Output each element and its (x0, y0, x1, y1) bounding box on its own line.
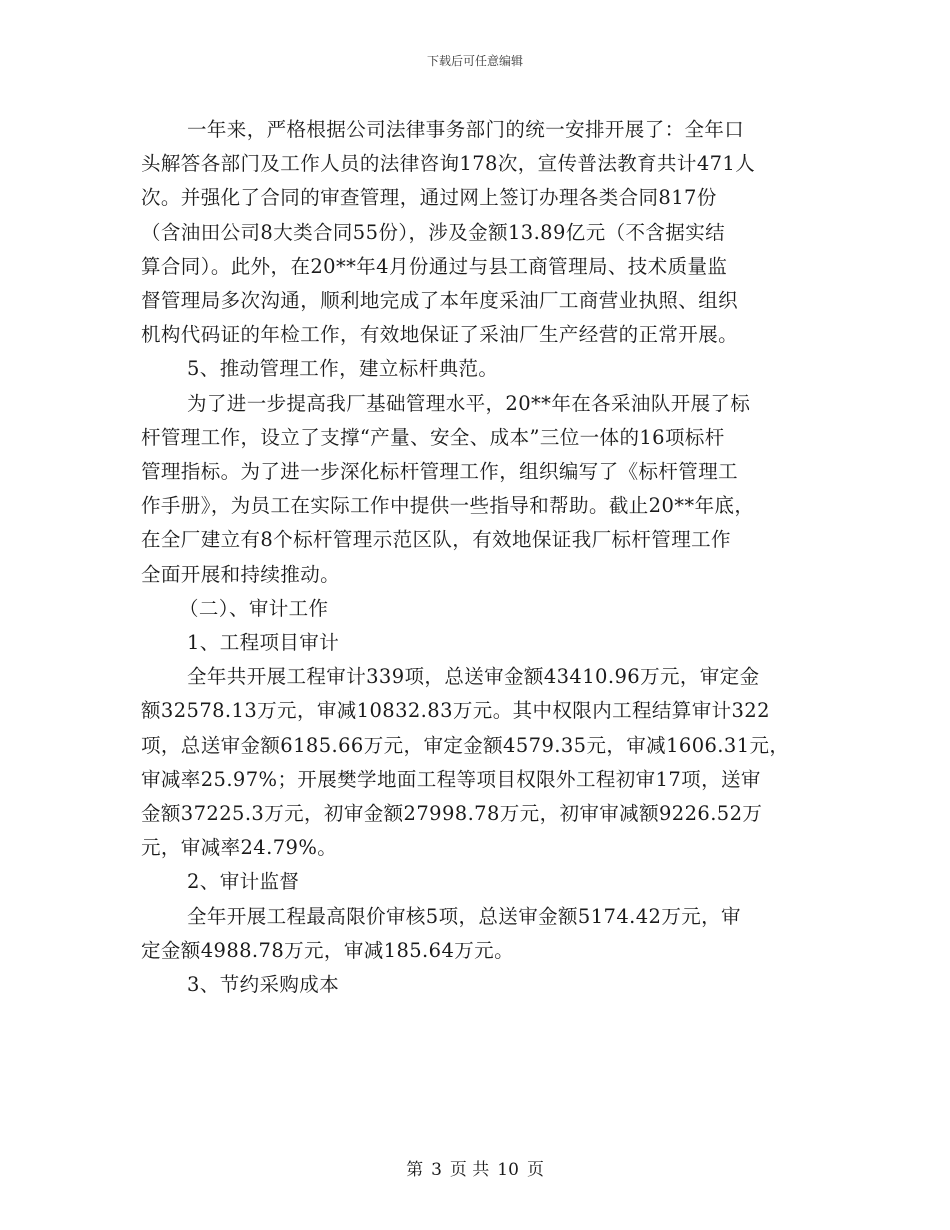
footer-current-page: 3 (431, 1160, 442, 1180)
text-line: 作手册》，为员工在实际工作中提供一些指导和帮助。截止20**年底， (141, 494, 755, 518)
text-line: （二）、审计工作 (179, 596, 329, 620)
text-line: 全年开展工程最高限价审核5项，总送审金额5174.42万元，审 (187, 904, 741, 928)
footer-middle: 页 共 (449, 1160, 490, 1180)
text-line: 全年共开展工程审计339项，总送审金额43410.96万元，审定金 (187, 665, 760, 689)
text-line: 杆管理工作，设立了支撑“产量、安全、成本”三位一体的16项标杆 (141, 425, 725, 449)
page-header: 下载后可任意编辑 (426, 54, 523, 68)
text-line: （含油田公司8大类合同55份），涉及金额13.89亿元（不含据实结 (141, 220, 725, 244)
document-body (141, 113, 821, 1002)
text-line: 机构代码证的年检工作，有效地保证了采油厂生产经营的正常开展。 (141, 323, 739, 347)
text-line: 金额37225.3万元，初审金额27998.78万元，初审审减额9226.52万 (141, 802, 763, 826)
footer-prefix: 第 (406, 1160, 424, 1180)
text-line: 头解答各部门及工作人员的法律咨询178次，宣传普法教育共计471人 (141, 152, 756, 176)
text-line: 项，总送审金额6185.66万元，审定金额4579.35元，审减1606.31元， (141, 733, 790, 757)
text-line: 1、工程项目审计 (187, 631, 340, 655)
text-line: 督管理局多次沟通，顺利地完成了本年度采油厂工商营业执照、组织 (141, 289, 739, 313)
text-line: 定金额4988.78万元，审减185.64万元。 (141, 938, 514, 962)
text-line: 3、节约采购成本 (187, 973, 340, 997)
text-line: 算合同）。此外，在20**年4月份通过与县工商管理局、技术质量监 (141, 254, 728, 278)
text-line: 全面开展和持续推动。 (141, 562, 341, 586)
text-line: 额32578.13万元，审减10832.83万元。其中权限内工程结算审计322 (141, 699, 770, 723)
text-line: 元，审减率24.79%。 (141, 836, 338, 860)
footer-total-pages: 10 (497, 1160, 519, 1180)
page-footer (0, 1155, 950, 1180)
text-line: 一年来，严格根据公司法律事务部门的统一安排开展了：全年口 (187, 118, 745, 141)
text-line: 管理指标。为了进一步深化标杆管理工作，组织编写了《标杆管理工 (141, 460, 739, 484)
text-line: 为了进一步提高我厂基础管理水平，20**年在各采油队开展了标 (187, 391, 751, 415)
text-line: 在全厂建立有8个标杆管理示范区队，有效地保证我厂标杆管理工作 (141, 528, 731, 552)
footer-suffix: 页 (526, 1160, 544, 1180)
text-line: 审减率25.97%；开展樊学地面工程等项目权限外工程初审17项，送审 (141, 767, 761, 791)
text-line: 2、审计监督 (187, 870, 300, 894)
text-line: 5、推动管理工作，建立标杆典范。 (187, 357, 499, 381)
text-line: 次。并强化了合同的审查管理，通过网上签订办理各类合同817份 (141, 186, 717, 210)
